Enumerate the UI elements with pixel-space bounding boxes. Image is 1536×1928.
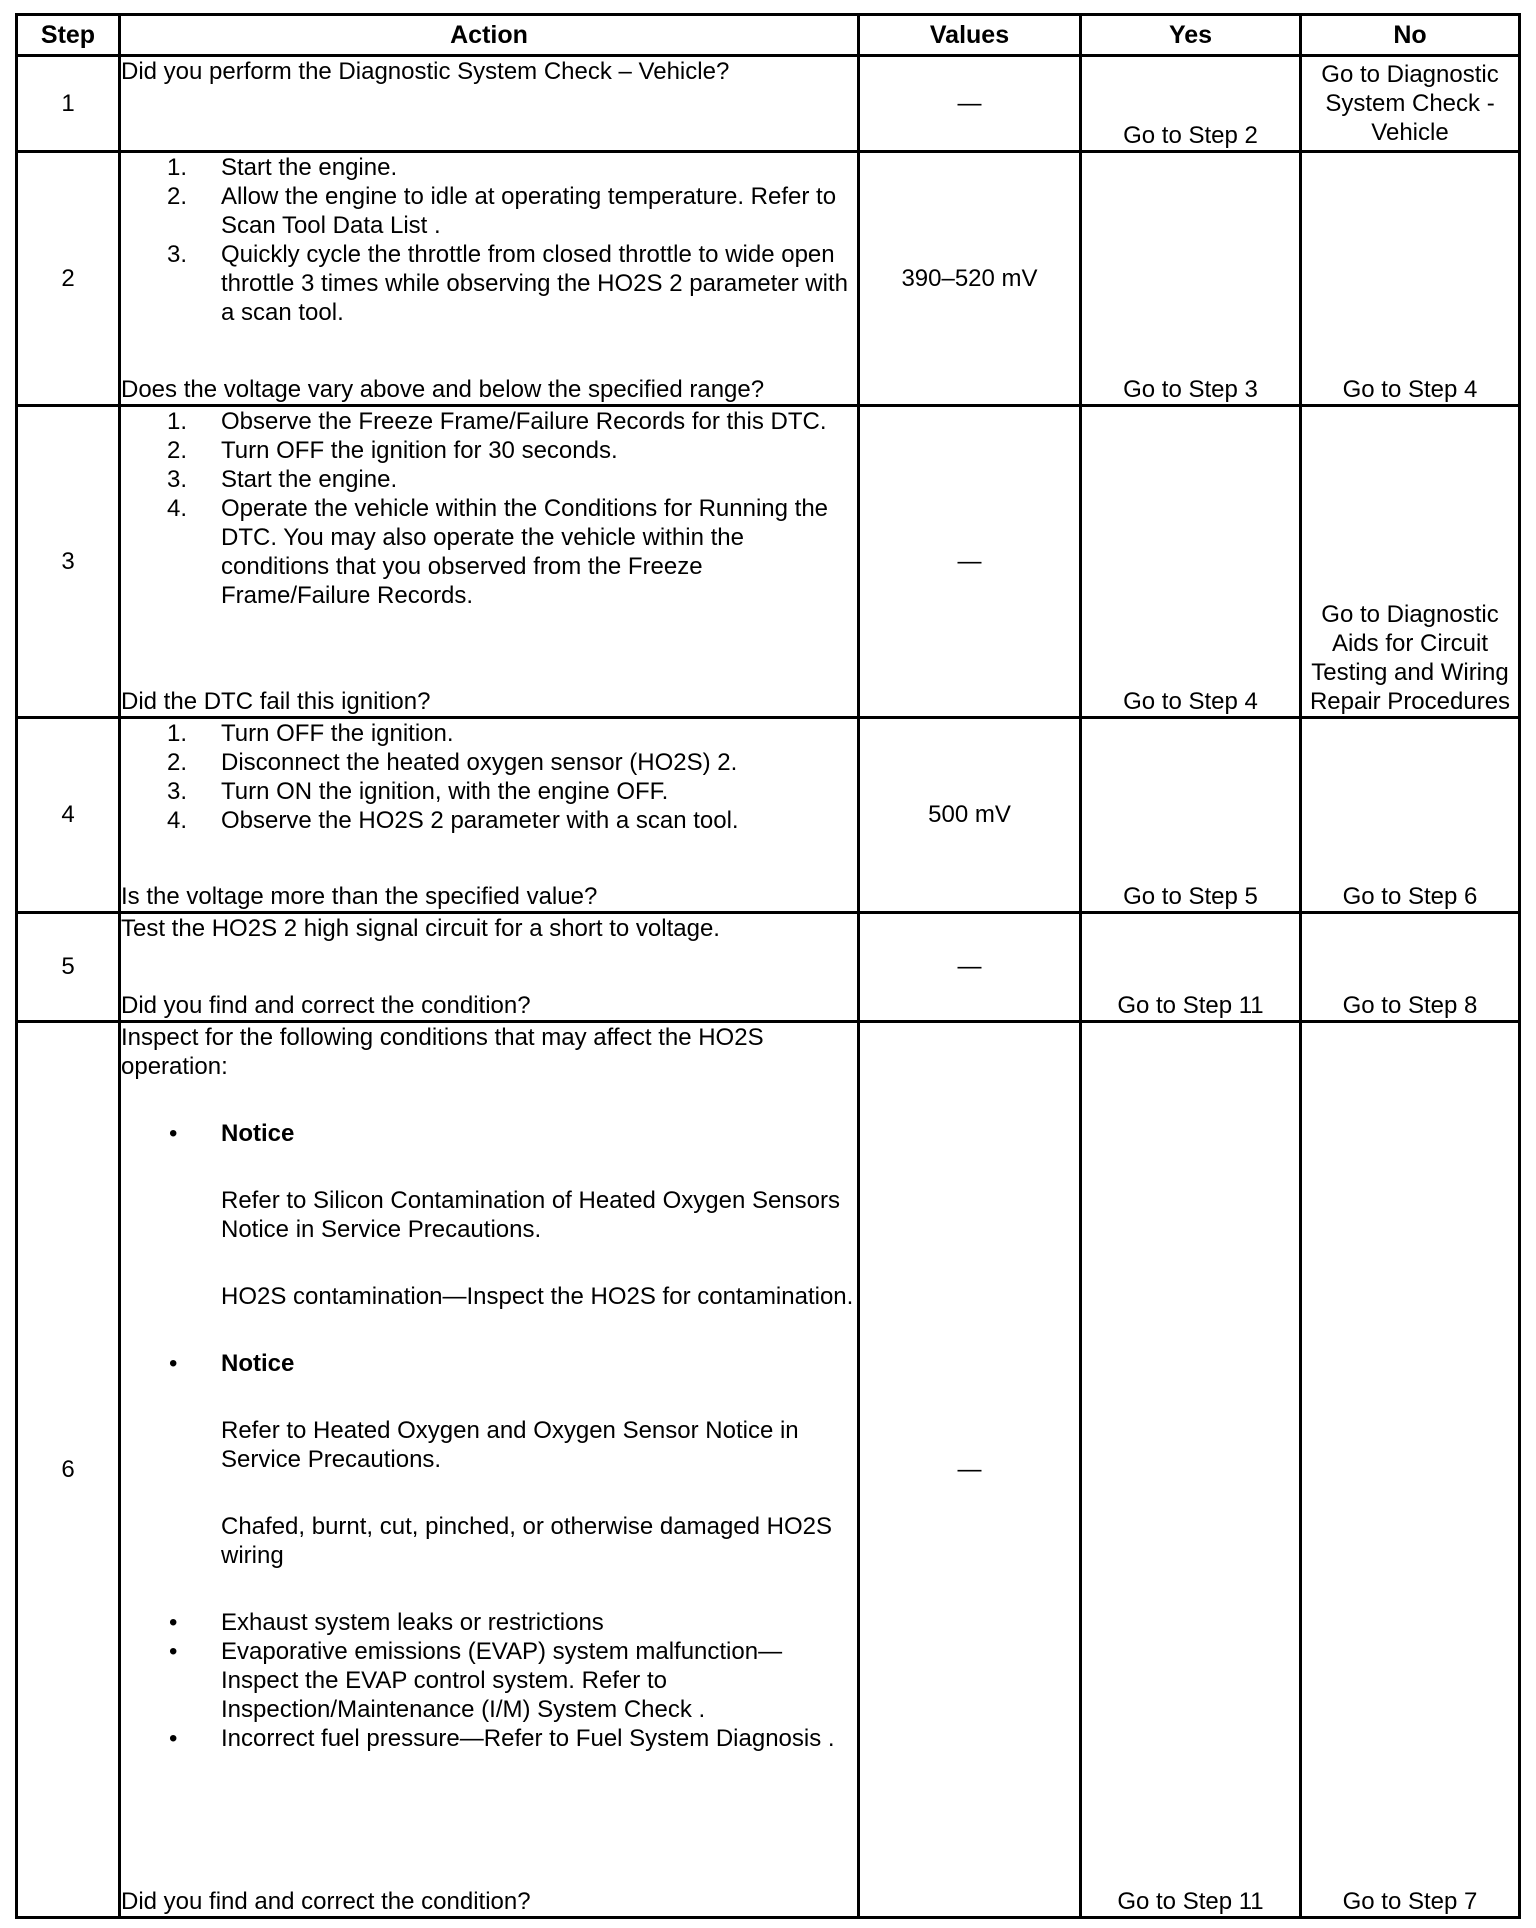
list-item: 3. Quickly cycle the throttle from closed throttle to wide open throttle 3 times while observing the HO2S 2 parameter with a scan tool. (167, 241, 848, 326)
yes-cell: Go to Step 11 (1081, 1022, 1301, 1918)
yes-cell: Go to Step 11 (1081, 913, 1301, 1022)
value-cell: 500 mV (859, 718, 1081, 913)
list-item: 2. Disconnect the heated oxygen sensor (HO2S) 2. (167, 749, 738, 776)
step-number: 3 (17, 406, 120, 718)
no-cell: Go to Step 8 (1301, 913, 1520, 1022)
yes-cell: Go to Step 5 (1081, 718, 1301, 913)
action-question: Is the voltage more than the specified value? (121, 883, 598, 910)
action-cell (120, 406, 859, 718)
action-cell (120, 913, 859, 1022)
header-values: Values (859, 15, 1081, 56)
table-row (17, 56, 1520, 152)
notice-text: Refer to Heated Oxygen and Oxygen Sensor Notice in Service Precautions. (221, 1417, 799, 1473)
action-question: Does the voltage vary above and below the specified range? (121, 376, 765, 403)
yes-cell: Go to Step 2 (1081, 56, 1301, 152)
action-cell (120, 152, 859, 406)
list-item: 1. Start the engine. (167, 154, 398, 181)
list-item: 3. Turn ON the ignition, with the engine OFF. (167, 778, 669, 805)
step-number: 5 (17, 913, 120, 1022)
no-cell: Go to Diagnostic System Check - Vehicle (1301, 56, 1520, 152)
yes-cell: Go to Step 4 (1081, 406, 1301, 718)
value-cell: 390–520 mV (859, 152, 1081, 406)
list-item: • Incorrect fuel pressure—Refer to Fuel System Diagnosis . (169, 1725, 835, 1752)
list-item: 3. Start the engine. (167, 466, 398, 493)
step-number: 2 (17, 152, 120, 406)
action-text: Test the HO2S 2 high signal circuit for a short to voltage. (121, 915, 720, 942)
table-row (17, 406, 1520, 718)
procedure-list (121, 153, 857, 327)
no-cell: Go to Step 6 (1301, 718, 1520, 913)
table-row (17, 1022, 1520, 1918)
no-cell: Go to Diagnostic Aids for Circuit Testing and Wiring Repair Procedures (1301, 406, 1520, 718)
list-item: 1. Observe the Freeze Frame/Failure Records for this DTC. (167, 408, 827, 435)
list-item: • Evaporative emissions (EVAP) system malfunction—Inspect the EVAP control system. Refer to Inspection/Maintenance (I/M) System Check . (169, 1638, 783, 1723)
condition-list (121, 1119, 857, 1753)
no-cell: Go to Step 7 (1301, 1022, 1520, 1918)
procedure-list (121, 719, 857, 835)
table-row (17, 152, 1520, 406)
action-cell (120, 1022, 859, 1918)
notice-detail: HO2S contamination—Inspect the HO2S for contamination. (221, 1283, 854, 1310)
no-cell: Go to Step 4 (1301, 152, 1520, 406)
step-number: 4 (17, 718, 120, 913)
value-cell: — (859, 913, 1081, 1022)
header-action: Action (120, 15, 859, 56)
list-item: 4. Operate the vehicle within the Conditions for Running the DTC. You may also operate the vehicle within the conditions that you observed from the Freeze Frame/Failure Records. (167, 495, 829, 609)
notice-detail: Chafed, burnt, cut, pinched, or otherwise damaged HO2S wiring (221, 1513, 833, 1569)
action-question: Did you find and correct the condition? (121, 992, 531, 1019)
header-yes: Yes (1081, 15, 1301, 56)
value-cell: — (859, 56, 1081, 152)
action-question: Did you find and correct the condition? (121, 1888, 531, 1915)
header-step: Step (17, 15, 120, 56)
header-row (17, 15, 1520, 56)
diagnostic-table (15, 13, 1521, 1919)
step-number: 1 (17, 56, 120, 152)
list-item: • Exhaust system leaks or restrictions (169, 1609, 604, 1636)
list-item: 2. Allow the engine to idle at operating temperature. Refer to Scan Tool Data List . (167, 183, 837, 239)
yes-cell: Go to Step 3 (1081, 152, 1301, 406)
action-cell (120, 718, 859, 913)
action-cell (120, 56, 859, 152)
value-cell: — (859, 406, 1081, 718)
list-item: • Notice Refer to Silicon Contamination of Heated Oxygen Sensors Notice in Service Precautions. HO2S contamination—Inspect the HO2S for contamination. (121, 1119, 857, 1311)
step-number: 6 (17, 1022, 120, 1918)
notice-title: Notice (221, 1350, 295, 1377)
notice-title: Notice (221, 1120, 295, 1147)
table-row (17, 913, 1520, 1022)
list-item: • Notice Refer to Heated Oxygen and Oxygen Sensor Notice in Service Precautions. Chafed, burnt, cut, pinched, or otherwise damaged HO2S wiring (121, 1349, 857, 1570)
value-cell: — (859, 1022, 1081, 1918)
procedure-list (121, 407, 857, 610)
list-item: 4. Observe the HO2S 2 parameter with a scan tool. (167, 807, 739, 834)
action-text: Inspect for the following conditions that may affect the HO2S operation: (121, 1024, 764, 1080)
header-no: No (1301, 15, 1520, 56)
table-row (17, 718, 1520, 913)
list-item: 2. Turn OFF the ignition for 30 seconds. (167, 437, 618, 464)
action-question: Did the DTC fail this ignition? (121, 688, 431, 715)
list-item: 1. Turn OFF the ignition. (167, 720, 454, 747)
notice-text: Refer to Silicon Contamination of Heated Oxygen Sensors Notice in Service Precautions. (221, 1187, 840, 1243)
action-text: Did you perform the Diagnostic System Check – Vehicle? (121, 58, 730, 85)
